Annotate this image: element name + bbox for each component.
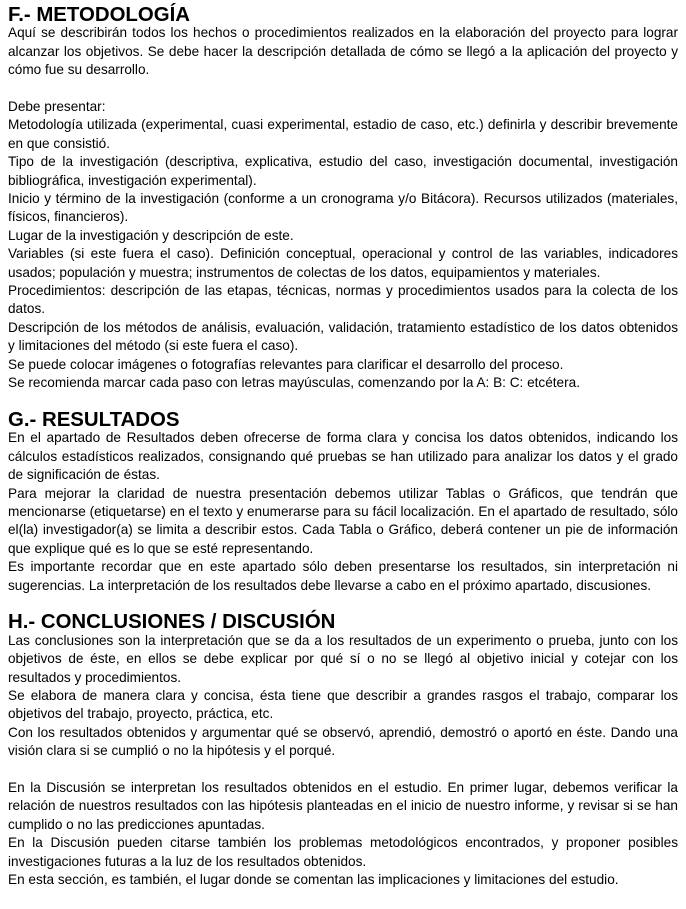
paragraph: Aquí se describirán todos los hechos o procedimientos realizados en la elaboración del proyecto para lograr alcanzar los objetivos. Se debe hacer la descripción detallada de cómo se llegó a la aplicación del proyecto y cómo fue su desarrollo. bbox=[8, 25, 678, 78]
paragraph: Con los resultados obtenidos y argumentar qué se observó, aprendió, demostró o aportó en éste. Dando una visión clara si se cumplió o no la hipótesis y el porqué. bbox=[8, 724, 678, 759]
paragraph: Para mejorar la claridad de nuestra presentación debemos utilizar Tablas o Gráficos, que tendrán que mencionarse (etiquetarse) en el texto y enumerarse para su fácil localización. En el apartado de resultado, sólo el(la) investigador(a) se limita a describir estos. Cada Tabla o Gráfico, deberá contener un pie de información que explique qué es lo que se esté representando. bbox=[8, 485, 678, 556]
paragraph: Procedimientos: descripción de las etapas, técnicas, normas y procedimientos usados para la colecta de los datos. bbox=[8, 283, 678, 317]
paragraph: Se elabora de manera clara y concisa, ésta tiene que describir a grandes rasgos el trabajo, comparar los objetivos del trabajo, proyecto, práctica, etc. bbox=[8, 687, 678, 722]
paragraph: En el apartado de Resultados deben ofrecerse de forma clara y concisa los datos obtenidos, indicando los cálculos estadísticos realizados, consignando qué pruebas se han utilizado para analizar los datos y el grado de significación de éstas. bbox=[8, 430, 678, 483]
section-heading: G.- RESULTADOS bbox=[8, 408, 180, 431]
paragraph: Descripción de los métodos de análisis, evaluación, validación, tratamiento estadístico de los datos obtenidos y limitaciones del método (si este fuera el caso). bbox=[8, 319, 678, 354]
paragraph: Inicio y término de la investigación (conforme a un cronograma y/o Bitácora). Recursos utilizados (materiales, físicos, financieros). bbox=[8, 191, 678, 225]
document-body bbox=[8, 6, 678, 889]
section-heading: H.- CONCLUSIONES / DISCUSIÓN bbox=[8, 611, 336, 634]
blank-line bbox=[8, 761, 678, 779]
paragraph: En la Discusión pueden citarse también los problemas metodológicos encontrados, y proponer posibles investigaciones futuras a la luz de los resultados obtenidos. bbox=[8, 835, 678, 869]
paragraph: Lugar de la investigación y descripción de este. bbox=[8, 227, 294, 243]
section-heading: F.- METODOLOGÍA bbox=[8, 4, 191, 26]
blank-line bbox=[8, 80, 678, 98]
paragraph: Se recomienda marcar cada paso con letras mayúsculas, comenzando por la A: B: C: etcétera. bbox=[8, 375, 580, 391]
paragraph: Las conclusiones son la interpretación que se da a los resultados de un experimento o prueba, junto con los objetivos de éste, en ellos se debe explicar por qué sí o no se llegó al objetivo inicial y cotejar con los resultados y procedimientos. bbox=[8, 632, 678, 685]
paragraph: En la Discusión se interpretan los resultados obtenidos en el estudio. En primer lugar, debemos verificar la relación de nuestros resultados con las hipótesis planteadas en el inicio de nuestro informe, y revisar si se han cumplido o no las predicciones apuntadas. bbox=[8, 780, 678, 832]
paragraph: Es importante recordar que en este apartado sólo deben presentarse los resultados, sin interpretación ni sugerencias. La interpretación de los resultados debe llevarse a cabo en el próximo apartado, discusiones. bbox=[8, 559, 678, 593]
paragraph: En esta sección, es también, el lugar donde se comentan las implicaciones y limitaciones del estudio. bbox=[8, 872, 619, 888]
paragraph: Tipo de la investigación (descriptiva, explicativa, estudio del caso, investigación documental, investigación bibliográfica, investigación experimental). bbox=[8, 154, 678, 188]
paragraph: Debe presentar: bbox=[8, 99, 106, 115]
paragraph: Variables (si este fuera el caso). Definición conceptual, operacional y control de las variables, indicadores usados; populación y muestra; instrumentos de colectas de los datos, equipamientos y materiales. bbox=[8, 246, 678, 280]
paragraph: Metodología utilizada (experimental, cuasi experimental, estadio de caso, etc.) definirla y describir brevemente en que consistió. bbox=[8, 117, 678, 151]
paragraph: Se puede colocar imágenes o fotografías relevantes para clarificar el desarrollo del proceso. bbox=[8, 356, 564, 372]
